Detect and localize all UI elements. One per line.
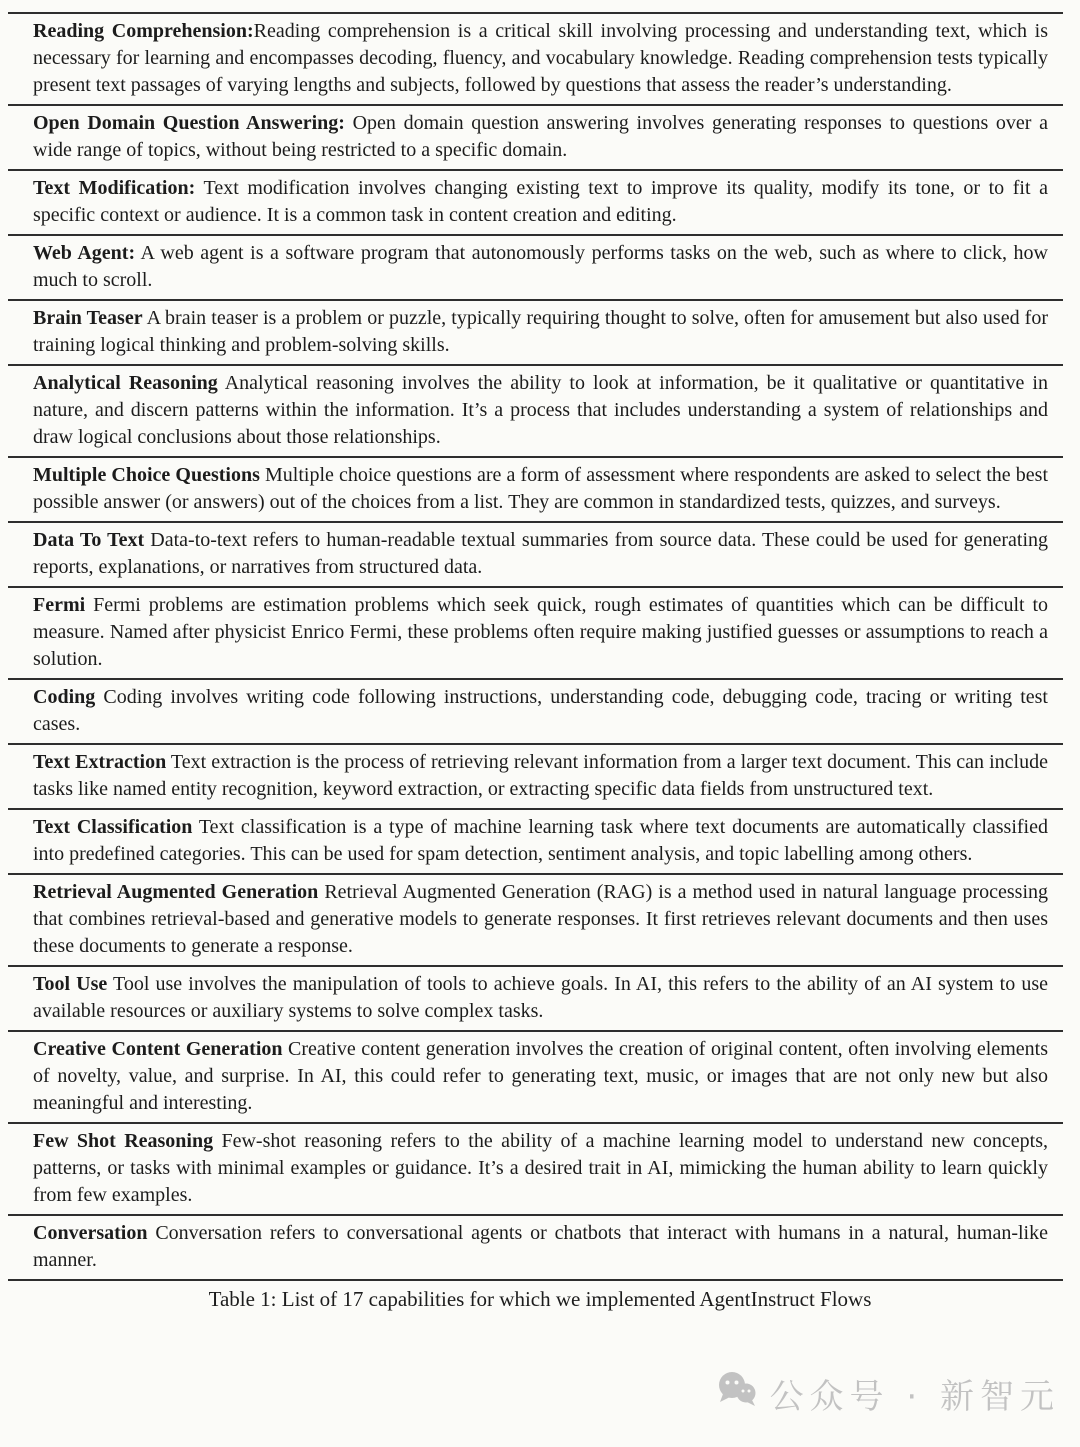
capability-row bbox=[8, 1032, 1063, 1124]
capability-label: Text Extraction bbox=[33, 751, 167, 773]
watermark-text: 公众号 · 新智元 bbox=[769, 1377, 1060, 1417]
capability-label: Open Domain Question Answering: bbox=[33, 112, 345, 134]
capability-text bbox=[8, 745, 1063, 808]
capability-text bbox=[8, 1124, 1063, 1214]
capability-label: Analytical Reasoning bbox=[33, 372, 218, 394]
capability-text bbox=[8, 106, 1063, 169]
capability-description: A brain teaser is a problem or puzzle, typically requiring thought to solve, often for amusement but also used for training logical thinking and problem-solving skills. bbox=[33, 307, 1049, 356]
capability-description: Text modification involves changing existing text to improve its quality, modify its tone, or to fit a specific context or audience. It is a common task in content creation and editing. bbox=[33, 177, 1048, 226]
capability-label: Conversation bbox=[33, 1222, 148, 1244]
capability-description: Open domain question answering involves generating responses to questions over a wide range of topics, without being restricted to a specific domain. bbox=[33, 112, 1048, 161]
capability-description: A web agent is a software program that autonomously performs tasks on the web, such as where to click, how much to scroll. bbox=[33, 242, 1048, 291]
capability-row bbox=[8, 810, 1063, 875]
capabilities-table bbox=[8, 12, 1063, 1281]
capability-label: Fermi bbox=[33, 594, 86, 616]
capability-label: Web Agent: bbox=[33, 242, 136, 264]
capability-row bbox=[8, 875, 1063, 967]
capability-description: Multiple choice questions are a form of assessment where respondents are asked to select the best possible answer (or answers) out of the choices from a list. They are common in standardized tests, quizzes, and surveys. bbox=[33, 464, 1049, 513]
watermark bbox=[716, 1368, 1060, 1419]
capability-label: Retrieval Augmented Generation bbox=[33, 881, 319, 903]
capability-row bbox=[8, 1124, 1063, 1216]
table-caption: Table 1: List of 17 capabilities for which we implemented AgentInstruct Flows bbox=[208, 1287, 872, 1311]
capability-row bbox=[8, 301, 1063, 366]
capability-text bbox=[8, 301, 1063, 364]
capability-description: Analytical reasoning involves the ability to look at information, be it qualitative or quantitative in nature, and discern patterns within the information. It’s a process that includes understanding a system of relationships and draw logical conclusions about those relationships. bbox=[33, 372, 1048, 448]
capability-text bbox=[8, 588, 1063, 678]
capability-description: Text classification is a type of machine learning task where text documents are automatically classified into predefined categories. This can be used for spam detection, sentiment analysis, and topic labelling among others. bbox=[33, 816, 1048, 865]
capability-description: Coding involves writing code following instructions, understanding code, debugging code, tracing or writing test cases. bbox=[33, 686, 1048, 735]
capability-description: Text extraction is the process of retrieving relevant information from a larger text document. This can include tasks like named entity recognition, keyword extraction, or extracting specific data fields from unstructured text. bbox=[33, 751, 1048, 800]
capability-label: Text Modification: bbox=[33, 177, 196, 199]
capability-label: Few Shot Reasoning bbox=[33, 1130, 214, 1152]
capability-text bbox=[8, 523, 1063, 586]
capability-label: Coding bbox=[33, 686, 96, 708]
capability-description: Few-shot reasoning refers to the ability of a machine learning model to understand new concepts, patterns, or tasks with minimal examples or guidance. It’s a desired trait in AI, mimicking the human ability to learn quickly from few examples. bbox=[33, 1130, 1048, 1206]
capability-text bbox=[8, 1216, 1063, 1279]
capability-row bbox=[8, 680, 1063, 745]
capability-text bbox=[8, 14, 1063, 104]
capability-row bbox=[8, 171, 1063, 236]
capability-description: Retrieval Augmented Generation (RAG) is a method used in natural language processing that combines retrieval-based and generative models to generate responses. It first retrieves relevant documents and then uses these documents to generate a response. bbox=[33, 881, 1049, 957]
capability-row bbox=[8, 366, 1063, 458]
capability-row bbox=[8, 523, 1063, 588]
capability-row bbox=[8, 14, 1063, 106]
capability-text bbox=[8, 236, 1063, 299]
capability-row bbox=[8, 745, 1063, 810]
capability-description: Fermi problems are estimation problems which seek quick, rough estimates of quantities which can be difficult to measure. Named after physicist Enrico Fermi, these problems often require making justified guesses or assumptions to reach a solution. bbox=[33, 594, 1048, 670]
capability-row bbox=[8, 236, 1063, 301]
capability-text bbox=[8, 458, 1063, 521]
capability-label: Data To Text bbox=[33, 529, 145, 551]
capability-row bbox=[8, 458, 1063, 523]
capability-text bbox=[8, 967, 1063, 1030]
capability-description: Data-to-text refers to human-readable textual summaries from source data. These could be used for generating reports, explanations, or narratives from structured data. bbox=[33, 529, 1048, 578]
capability-label: Tool Use bbox=[33, 973, 108, 995]
capability-row bbox=[8, 106, 1063, 171]
capability-description: Reading comprehension is a critical skill involving processing and understanding text, which is necessary for learning and encompasses decoding, fluency, and vocabulary knowledge. Reading comprehension tests typically present text passages of varying lengths and subjects, followed by questions that assess the reader’s understanding. bbox=[33, 20, 1048, 96]
capability-label: Brain Teaser bbox=[33, 307, 143, 329]
capability-row bbox=[8, 1216, 1063, 1279]
capability-text bbox=[8, 810, 1063, 873]
capability-row bbox=[8, 588, 1063, 680]
capability-label: Creative Content Generation bbox=[33, 1038, 283, 1060]
capability-text bbox=[8, 875, 1063, 965]
capability-text bbox=[8, 366, 1063, 456]
capability-description: Creative content generation involves the creation of original content, often involving elements of novelty, value, and surprise. In AI, this could refer to generating text, music, or images that are not only new but also meaningful and interesting. bbox=[33, 1038, 1048, 1114]
capability-text bbox=[8, 680, 1063, 743]
capability-label: Reading Comprehension: bbox=[33, 20, 254, 42]
capability-text bbox=[8, 171, 1063, 234]
capability-row bbox=[8, 967, 1063, 1032]
wechat-icon bbox=[716, 1368, 758, 1419]
capability-description: Tool use involves the manipulation of tools to achieve goals. In AI, this refers to the ability of an AI system to use available resources or auxiliary systems to solve complex tasks. bbox=[33, 973, 1048, 1022]
capability-label: Text Classification bbox=[33, 816, 193, 838]
capability-description: Conversation refers to conversational agents or chatbots that interact with humans in a natural, human-like manner. bbox=[33, 1222, 1048, 1271]
capability-label: Multiple Choice Questions bbox=[33, 464, 260, 486]
capability-text bbox=[8, 1032, 1063, 1122]
